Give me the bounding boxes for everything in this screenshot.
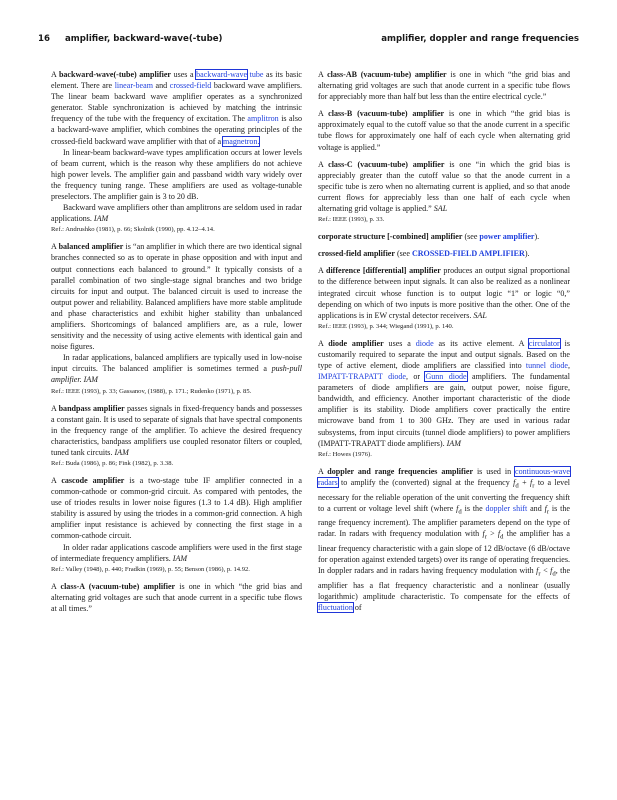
entry-paragraph: A class-C (vacuum-tube) amplifier is one “in which the grid bias is appreciably greater than the cutoff value so that the anode current in a specific tube is zero when no alternating current is applied, and so that anode current flows for appreciably less than one half of each cycle when alternating grid voltage is applied.” SAL — [318, 159, 571, 214]
link-tube[interactable]: tube — [249, 70, 264, 79]
entry-paragraph: A class-B (vacuum-tube) amplifier is one in which “the grid bias is approximately equal to the cutoff value so that the anode current in a specific tube flows for approximately one half of each cycle when alternating grid voltage is applied.” — [318, 109, 570, 152]
entry-term: backward-wave(-tube) amplifier — [58, 70, 172, 79]
page-number: 16 — [38, 34, 50, 44]
entry-term: class-B (vacuum-tube) amplifier — [328, 109, 445, 119]
right-running-head: amplifier, doppler and range frequencies — [381, 34, 579, 44]
entry-term: cascode amplifier — [61, 476, 125, 485]
author-signature: IAM — [83, 375, 98, 385]
entry-term: class-AB (vacuum-tube) amplifier — [327, 70, 447, 79]
author-signature: SAL — [433, 204, 448, 214]
entry-paragraph: In linear-beam backward-wave types amplification occurs at lower levels of beam current, which is the reason why these amplifiers do not achieve high power levels. The amplifier gain and passband width vary widely over the frequency tuning range. These amplifiers are used as voltage-tunable preselectors. The amplifier gain is 3 to 20 dB. — [51, 147, 302, 202]
entry-paragraph: A class-AB (vacuum-tube) amplifier is one in which “the grid bias and alternating grid voltages are such that anode current in a specific tube flows for appreciably more than half but less than the entire electrical cycle.” — [318, 70, 570, 102]
entry-corporate-structure — [318, 231, 570, 242]
entry-class-c — [318, 159, 570, 225]
link-continuous-wave-radars[interactable]: continuous-wave radars — [318, 466, 570, 487]
entry-term: crossed-field amplifier — [318, 249, 395, 259]
entry-class-b — [318, 108, 570, 152]
author-signature: SAL — [473, 310, 487, 320]
entry-class-ab — [318, 69, 570, 102]
entry-term: class-C (vacuum-tube) amplifier — [328, 159, 445, 169]
link-diode[interactable]: diode — [415, 338, 434, 348]
entry-paragraph: corporate structure [-combined] amplifier (see power amplifier). — [318, 232, 540, 242]
entry-term: difference [differential] amplifier — [325, 266, 441, 276]
link-magnetron[interactable]: magnetron. — [223, 136, 260, 146]
author-signature: IAM — [446, 438, 461, 448]
reference-line: Ref.: Andrushko (1981), p. 66; Skolnik (1990), pp. 4.12–4.14. — [51, 226, 215, 234]
reference-line: Ref.: IEEE (1993), p. 344; Wiegand (1991), p. 140. — [318, 322, 454, 330]
entry-paragraph: Backward wave amplifiers other than amplitrons are seldom used in radar applications. IAM — [51, 203, 302, 224]
reference-line: Ref.: Howes (1976). — [318, 450, 372, 458]
entry-paragraph: A doppler and range frequencies amplifier is used in continuous-wave radars to amplify the (converted) signal at the frequency $f_d + f_r$ to a level necessary for the reliable operation of the unit converting the frequency shift to a current or voltage level shift (where $f_d$ is the doppler shift and $f_r$ is the range frequency increment). The amplifier parameters depend on the type of radar. In radars with frequency modulation with $f_r > f_d$ the amplifier has a linear frequency characteristic with a gain slope of 12 dB/octave (6 dB/octave for operation against extended targets) over its range of operating frequencies. In doppler radars and in radars having frequency modulation with $f_r < f_d$, the amplifier has a flat frequency characteristic and a nonlinear (usually logarithmic) amplitude characteristic. To compensate for the effects of fluctuation of — [318, 466, 571, 613]
entry-paragraph: A backward-wave(-tube) amplifier uses a backward-wave tube as its basic element. There are linear-beam and crossed-field backward wave amplifiers. The linear beam backward wave amplifier operates as a synchronized generator. Stable synchronization is achieved by matching the intrinsic frequency of the tube with the frequency of excitation. The amplitron is also a backward-wave amplifier, which combines the operating principles of the crossed-field backward wave amplifier with that of a magnetron. — [51, 70, 302, 146]
link-doppler-shift[interactable]: doppler shift — [485, 503, 528, 513]
entry-paragraph: A cascode amplifier is a two-stage tube IF amplifier connected in a common-cathode or common-grid circuit. As compared with pentodes, the use of triodes results in lower noise figures (1.3 to 1.4 dB). High amplifier stability is assured by using the triodes in a common-grid connection. A high amplifier input resistance is achieved by connecting the first stage in a common-cathode circuit. — [51, 476, 302, 541]
right-column — [318, 69, 570, 613]
link-linear-beam[interactable]: linear-beam — [114, 81, 153, 91]
left-running-head: amplifier, backward-wave(-tube) — [65, 34, 223, 44]
entry-paragraph: A class-A (vacuum-tube) amplifier is one in which “the grid bias and alternating grid voltages are such that anode current in a specific tube flows at all times.” — [51, 581, 302, 613]
entry-doppler-range — [318, 466, 570, 614]
entry-term: balanced amplifier — [58, 242, 124, 252]
entry-cascode — [51, 475, 302, 575]
entry-paragraph: In radar applications, balanced amplifiers are typically used in low-noise input circuits. The balanced amplifier is sometimes termed a push-pull amplifier. IAM — [51, 353, 302, 385]
link-tunnel-diode[interactable]: tunnel diode — [525, 360, 568, 370]
link-circulator[interactable]: circulator — [528, 338, 560, 348]
entry-paragraph: A balanced amplifier is “an amplifier in which there are two identical signal branches connected so as to operate in phase opposition and with input and output connections each balanced to ground.” It typically consists of a parallel combination of two single-stage signal branches and two bridge circuits for input and output. The balanced circuit is used to increase the output power and reliability. Balanced amplifiers have more stable amplitude and phase characteristics and exhibit higher stability than unbalanced amplifiers. Shortcomings of balanced amplifiers are, as a rule, lower sensitivity and the necessity of using active elements with identical gain and noise figures. — [51, 242, 302, 352]
link-amplitron[interactable]: amplitron — [247, 114, 279, 124]
entry-diode — [318, 338, 570, 460]
entry-class-a — [51, 581, 302, 614]
entry-paragraph: In older radar applications cascode amplifiers were used in the first stage of intermediate frequency amplifiers. IAM — [51, 542, 302, 563]
author-signature: IAM — [114, 447, 129, 457]
link-gunn-diode[interactable]: Gunn diode — [425, 372, 467, 382]
entry-term: bandpass amplifier — [58, 403, 125, 413]
entry-backward-wave — [51, 69, 302, 235]
entry-paragraph: A difference [differential] amplifier produces an output signal proportional to the difference between input signals. It can also be realized as a nonlinear integrated circuit whose function is to output logic “1” or logic “0,” depending on which of two inputs is more positive than the other. One of the applications is in EW crystal detector receivers. SAL — [318, 266, 570, 320]
reference-line: Ref.: IEEE (1993), p. 33; Gassanov, (1988), p. 171.; Rudenko (1971), p. 85. — [51, 387, 252, 395]
entry-paragraph: A bandpass amplifier passes signals in fixed-frequency bands and possesses a constant gain. It is used to separate of signals that have spectral components in the frequency range of the amplifier. To achieve the desired frequency characteristics, bandpass amplifiers use coupled resonator filters or coupled, tuned tank circuits. IAM — [51, 403, 302, 457]
entry-paragraph: A diode amplifier uses a diode as its active element. A circulator is customarily required to separate the input and output signals. Based on the type of active element, diode amplifiers are classified into tunnel diode, IMPATT-TRAPATT diode, or Gunn diode amplifiers. The fundamental parameters of diode amplifiers are gain, output power, noise figure, bandwidth, and efficiency. Another important characteristic of the diode amplifier is its stability. Diode amplifiers cover practically the entire microwave band from 1 to 300 GHz. They are used in various radar subsystems, from input circuits (tunnel diode amplifiers) to power amplifiers (IMPATT-TRAPATT diode amplifiers). IAM — [318, 338, 570, 448]
entry-difference — [318, 265, 570, 331]
entry-balanced — [51, 241, 302, 396]
reference-line: Ref.: Buda (1986), p. 86; Fink (1982), p. 3.38. — [51, 460, 174, 467]
link-backward-wave-tube[interactable]: backward-wave — [196, 70, 248, 79]
entry-term: diode amplifier — [328, 338, 384, 348]
entry-paragraph: crossed-field amplifier (see CROSSED-FIELD AMPLIFIER). — [318, 249, 530, 259]
page-header — [38, 34, 579, 48]
link-fluctuation[interactable]: fluctuation — [318, 603, 353, 613]
link-crossed-field-amplifier[interactable]: CROSSED-FIELD AMPLIFIER — [411, 249, 525, 259]
link-power-amplifier[interactable]: power amplifier — [479, 232, 535, 242]
reference-line: Ref.: Valley (1948), p. 440; Fradkin (1969), p. 55; Benson (1986), p. 14.92. — [51, 565, 250, 573]
entry-crossed-field — [318, 248, 570, 259]
entry-bandpass — [51, 403, 302, 469]
author-signature: IAM — [93, 214, 109, 224]
entry-term: corporate structure [-combined] amplifier — [318, 232, 463, 242]
entry-term: doppler and range frequencies amplifier — [327, 466, 474, 476]
left-column — [51, 69, 302, 614]
reference-line: Ref.: IEEE (1993), p. 33. — [318, 216, 385, 224]
entry-term: class-A (vacuum-tube) amplifier — [60, 581, 176, 591]
link-crossed-field[interactable]: crossed-field — [169, 81, 212, 91]
link-impatt-trapatt-diode[interactable]: IMPATT-TRAPATT diode — [318, 372, 406, 382]
author-signature: IAM — [172, 553, 188, 563]
